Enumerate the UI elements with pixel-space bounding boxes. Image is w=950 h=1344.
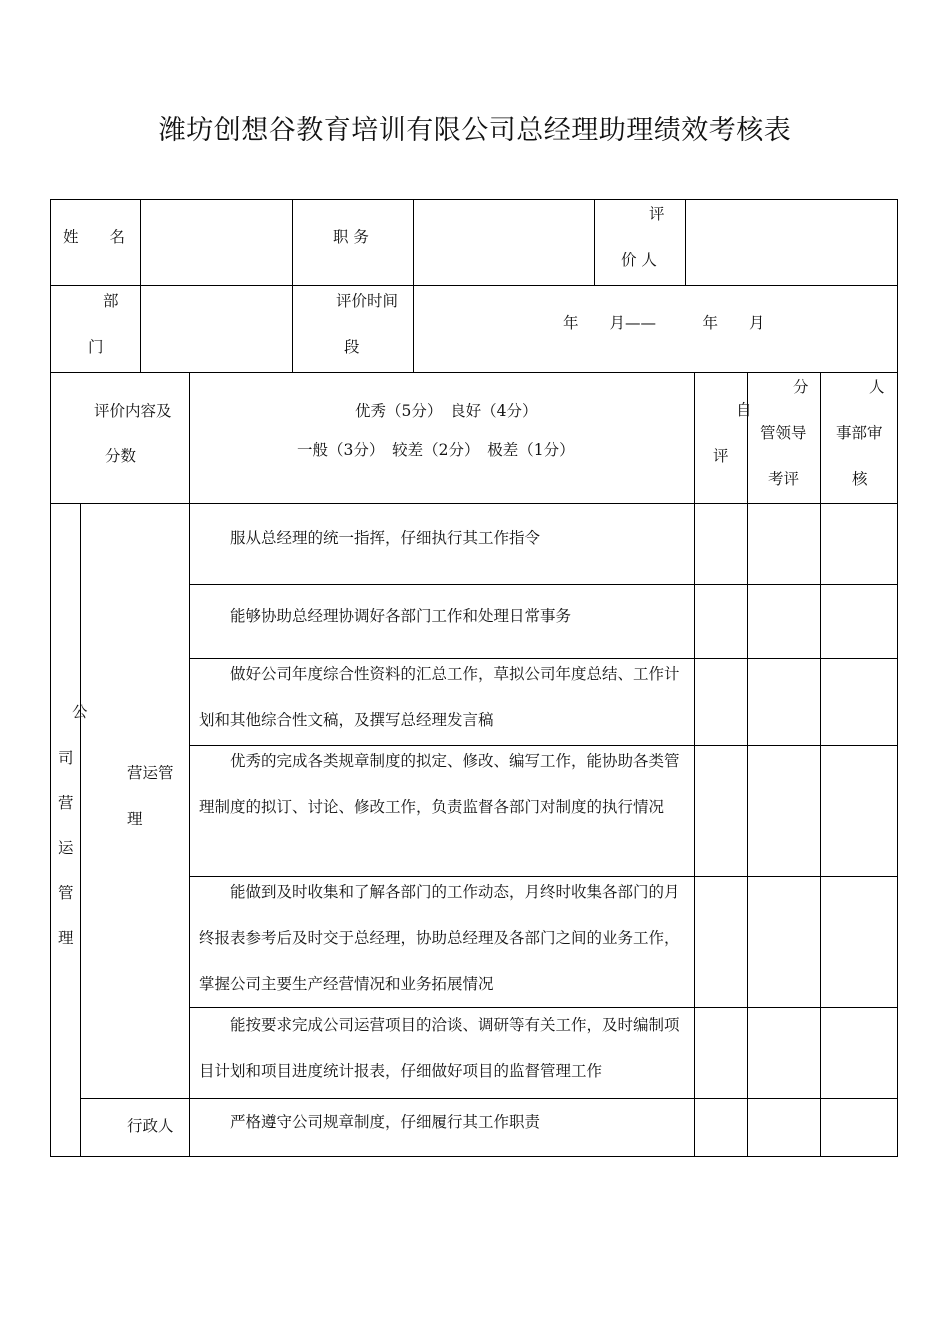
leader-eval-input-7[interactable] [747, 1098, 821, 1157]
hr-review-input-5[interactable] [820, 876, 898, 1008]
grading-scale-cell [189, 372, 695, 504]
hr-review-line-1: 人 [869, 378, 885, 396]
evaluator-label-bottom: 价 人 [621, 251, 657, 269]
dept-label-bottom: 门 [88, 338, 104, 356]
subcategory-admin: 行政人 [127, 1117, 174, 1135]
self-eval-input-6[interactable] [694, 1007, 748, 1099]
leader-eval-line-2: 管领导 [760, 424, 807, 442]
leader-eval-line-1: 分 [793, 378, 809, 396]
item-text-2: 能够协助总经理协调好各部门工作和处理日常事务 [230, 607, 572, 625]
hr-review-input-4[interactable] [820, 745, 898, 877]
self-eval-bottom: 评 [713, 447, 729, 465]
category-char-3: 营 [58, 794, 74, 812]
period-label-top: 评价时间 [336, 292, 399, 310]
category-char-2: 司 [58, 749, 74, 767]
hr-review-input-1[interactable] [820, 503, 898, 585]
self-eval-top: 自 [736, 401, 752, 419]
scale-line-2: 一般（3分） 较差（2分） 极差（1分） [297, 441, 575, 459]
leader-eval-input-1[interactable] [747, 503, 821, 585]
document-title: 潍坊创想谷教育培训有限公司总经理助理绩效考核表 [158, 115, 792, 146]
item-text-1: 服从总经理的统一指挥，仔细执行其工作指令 [230, 529, 541, 547]
item-text-7: 严格遵守公司规章制度，仔细履行其工作职责 [230, 1113, 541, 1131]
hr-review-input-7[interactable] [820, 1098, 898, 1157]
dept-label-top: 部 [103, 292, 119, 310]
self-eval-input-1[interactable] [694, 503, 748, 585]
period-value: 年 月—— 年 月 [563, 314, 765, 332]
leader-eval-line-3: 考评 [768, 470, 800, 488]
self-eval-input-4[interactable] [694, 745, 748, 877]
evaluator-label-cell [594, 199, 686, 286]
category-cell [50, 503, 81, 1157]
period-label-bottom: 段 [344, 338, 360, 356]
content-label-cell [50, 372, 190, 504]
scale-line-1: 优秀（5分） 良好（4分） [355, 402, 538, 420]
category-char-5: 管 [58, 884, 74, 902]
self-eval-input-3[interactable] [694, 658, 748, 746]
category-char-1: 公 [72, 703, 88, 721]
leader-eval-input-5[interactable] [747, 876, 821, 1008]
item-text-6: 能按要求完成公司运营项目的洽谈、调研等有关工作，及时编制项目计划和项目进度统计报表，仔细做好项目的监督管理工作 [199, 1016, 680, 1080]
hr-review-line-3: 核 [852, 470, 868, 488]
name-label: 姓 名 [63, 228, 126, 246]
subcategory-cell-operations [80, 503, 190, 1099]
evaluator-value-cell[interactable] [685, 199, 898, 286]
position-value-cell[interactable] [413, 199, 595, 286]
self-eval-header-cell [694, 372, 748, 504]
hr-review-input-3[interactable] [820, 658, 898, 746]
self-eval-input-2[interactable] [694, 584, 748, 659]
item-text-5: 能做到及时收集和了解各部门的工作动态，月终时收集各部门的月终报表参考后及时交于总经理，协助总经理及各部门之间的业务工作，掌握公司主要生产经营情况和业务拓展情况 [199, 883, 680, 993]
leader-eval-input-2[interactable] [747, 584, 821, 659]
name-value-cell[interactable] [140, 199, 293, 286]
hr-review-input-2[interactable] [820, 584, 898, 659]
item-text-4: 优秀的完成各类规章制度的拟定、修改、编写工作，能协助各类管理制度的拟订、讨论、修改工作，负责监督各部门对制度的执行情况 [199, 752, 680, 816]
category-char-6: 理 [58, 929, 74, 947]
hr-review-line-2: 事部审 [836, 424, 883, 442]
item-text-3: 做好公司年度综合性资料的汇总工作，草拟公司年度总结、工作计划和其他综合性文稿，及撰写总经理发言稿 [199, 665, 680, 729]
self-eval-input-5[interactable] [694, 876, 748, 1008]
subcategory-operations-line-1: 营运管 [127, 764, 174, 782]
leader-eval-input-4[interactable] [747, 745, 821, 877]
leader-eval-input-3[interactable] [747, 658, 821, 746]
dept-label-cell [50, 285, 141, 373]
content-label-top: 评价内容及 [94, 402, 172, 420]
position-label: 职 务 [333, 228, 369, 246]
self-eval-input-7[interactable] [694, 1098, 748, 1157]
hr-review-input-6[interactable] [820, 1007, 898, 1099]
content-label-bottom: 分数 [105, 447, 137, 465]
category-char-4: 运 [58, 839, 74, 857]
evaluator-label-top: 评 [649, 205, 665, 223]
subcategory-operations-line-2: 理 [127, 810, 143, 828]
leader-eval-input-6[interactable] [747, 1007, 821, 1099]
dept-value-cell[interactable] [140, 285, 293, 373]
